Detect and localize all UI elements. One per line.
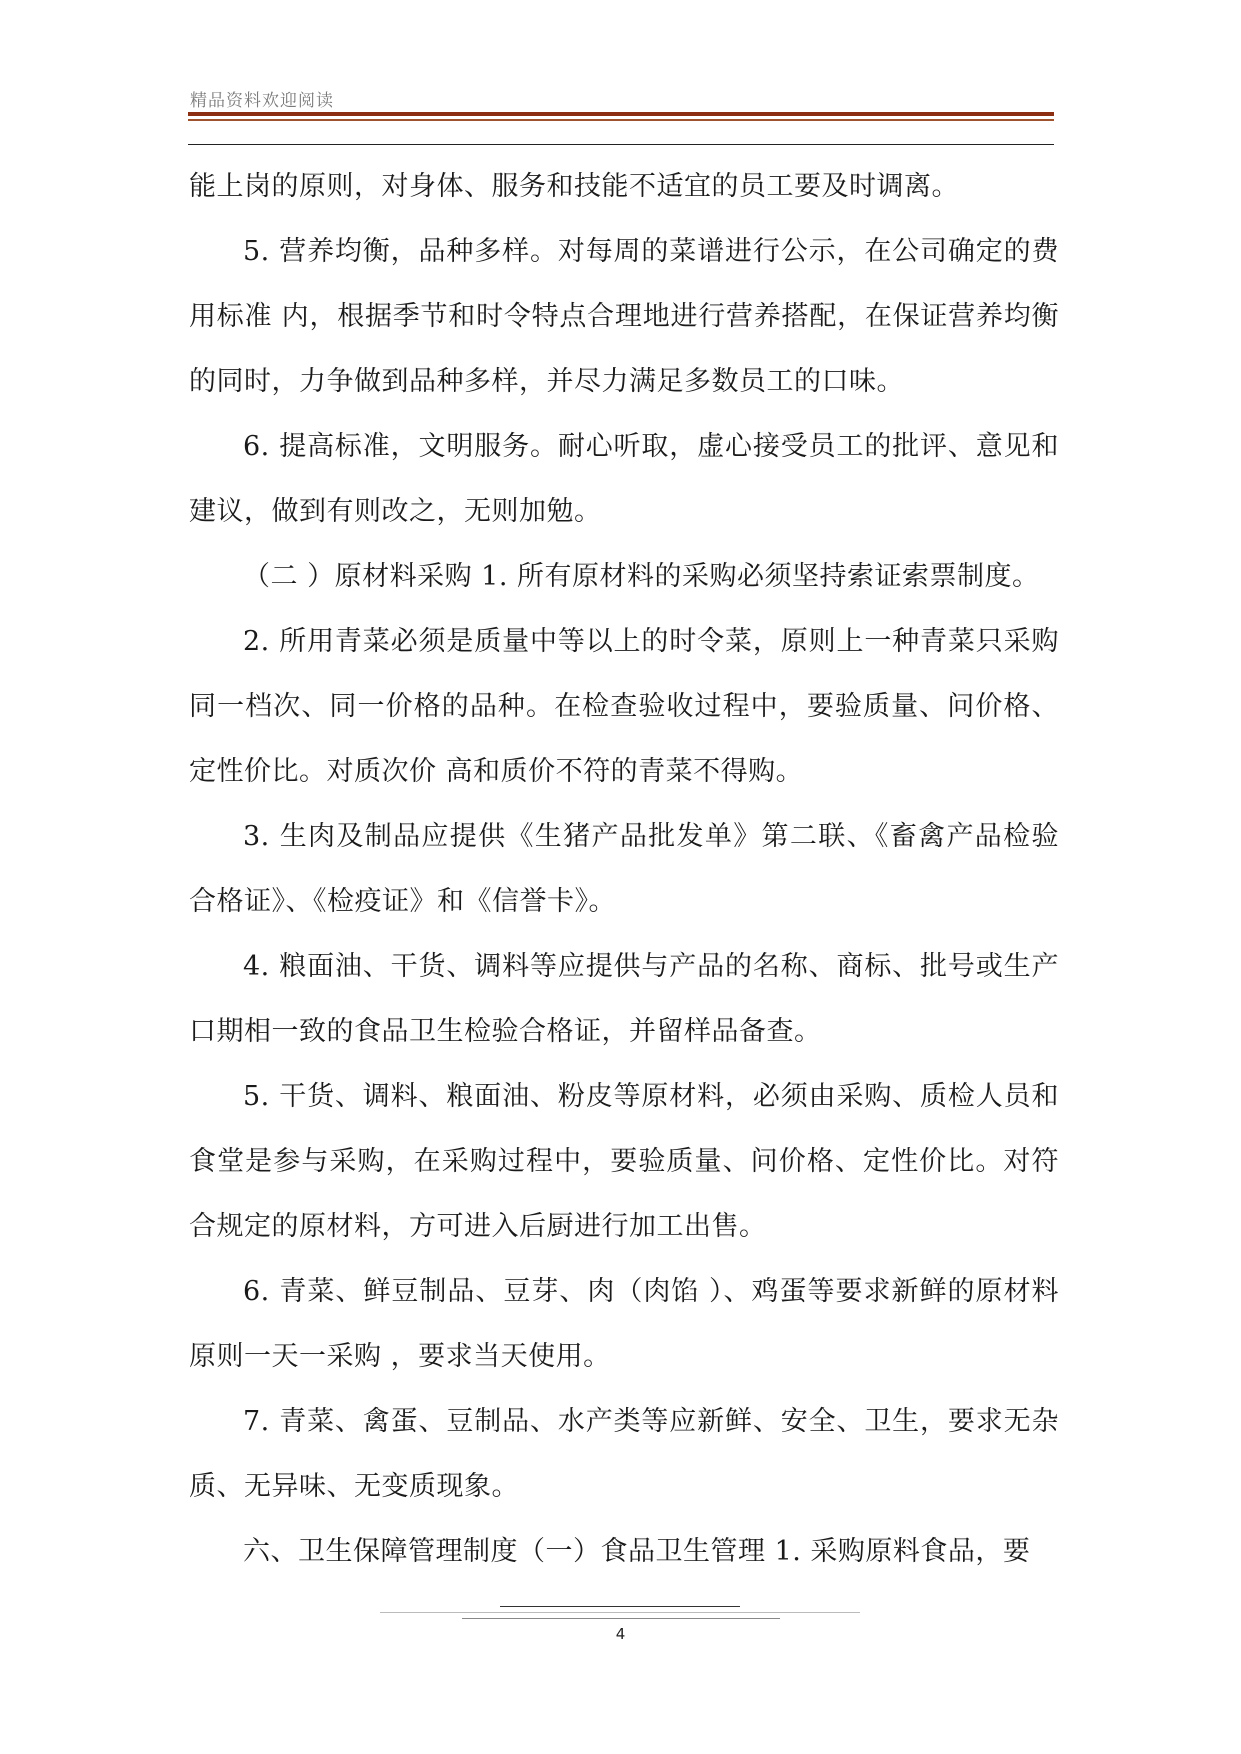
- header-rule-thin: [188, 119, 1054, 121]
- document-body: [189, 154, 1059, 1584]
- paragraph-item-6-service: 6. 提高标准，文明服务。耐心听取，虚心接受员工的批评、意见和建议，做到有则改之，无则加勉。: [189, 431, 1059, 527]
- header-rule-underline: [188, 144, 1054, 145]
- paragraph-item-5-dry-goods: 5. 干货、调料、粮面油、粉皮等原材料，必须由采购、质检人员和食堂是参与采购，在采购过程中，要验质量、问价格、定性价比。对符合规定的原材料，方可进入后厨进行加工出售。: [189, 1081, 1059, 1242]
- paragraph-item-2-vegetables: 2. 所用青菜必须是质量中等以上的时令菜，原则上一种青菜只采购同一档次、同一价格的品种。在检查验收过程中，要验质量、问价格、定性价比。对质次价 高和质价不符的青菜不得购。: [189, 626, 1059, 787]
- header-title: 精品资料欢迎阅读: [190, 91, 334, 111]
- paragraph-item-6-fresh-items: 6. 青菜、鲜豆制品、豆芽、肉（肉馅 ）、鸡蛋等要求新鲜的原材料原则一天一采购 ，要求当天使用。: [189, 1276, 1059, 1372]
- paragraph-item-7-quality: 7. 青菜、禽蛋、豆制品、水产类等应新鲜、安全、卫生，要求无杂质、无异味、无变质现象。: [189, 1406, 1059, 1502]
- paragraph-section-hygiene: 六、卫生保障管理制度（一）食品卫生管理 1. 采购原料食品，要: [243, 1536, 1031, 1567]
- footer-rule-bottom: [462, 1618, 780, 1619]
- page-number: 4: [615, 1625, 626, 1643]
- paragraph-item-4-grain-oil: 4. 粮面油、干货、调料等应提供与产品的名称、商标、批号或生产口期相一致的食品卫生检验合格证，并留样品备查。: [189, 951, 1059, 1047]
- footer-rule-middle: [380, 1612, 860, 1613]
- paragraph-section-procurement: （二 ）原材料采购 1. 所有原材料的采购必须坚持索证索票制度。: [243, 561, 1040, 592]
- footer-rule-top: [500, 1606, 740, 1607]
- paragraph-continuation: 能上岗的原则，对身体、服务和技能不适宜的员工要及时调离。: [189, 171, 959, 202]
- paragraph-item-5-nutrition: 5. 营养均衡，品种多样。对每周的菜谱进行公示，在公司确定的费用标准 内，根据季节和时令特点合理地进行营养搭配，在保证营养均衡的同时，力争做到品种多样，并尽力满足多数员工的口味。: [189, 236, 1059, 397]
- header-rule-thick: [188, 112, 1054, 116]
- paragraph-item-3-meat: 3. 生肉及制品应提供《生猪产品批发单》第二联、《畜禽产品检验合格证》、《检疫证》和《信誉卡》。: [189, 821, 1059, 917]
